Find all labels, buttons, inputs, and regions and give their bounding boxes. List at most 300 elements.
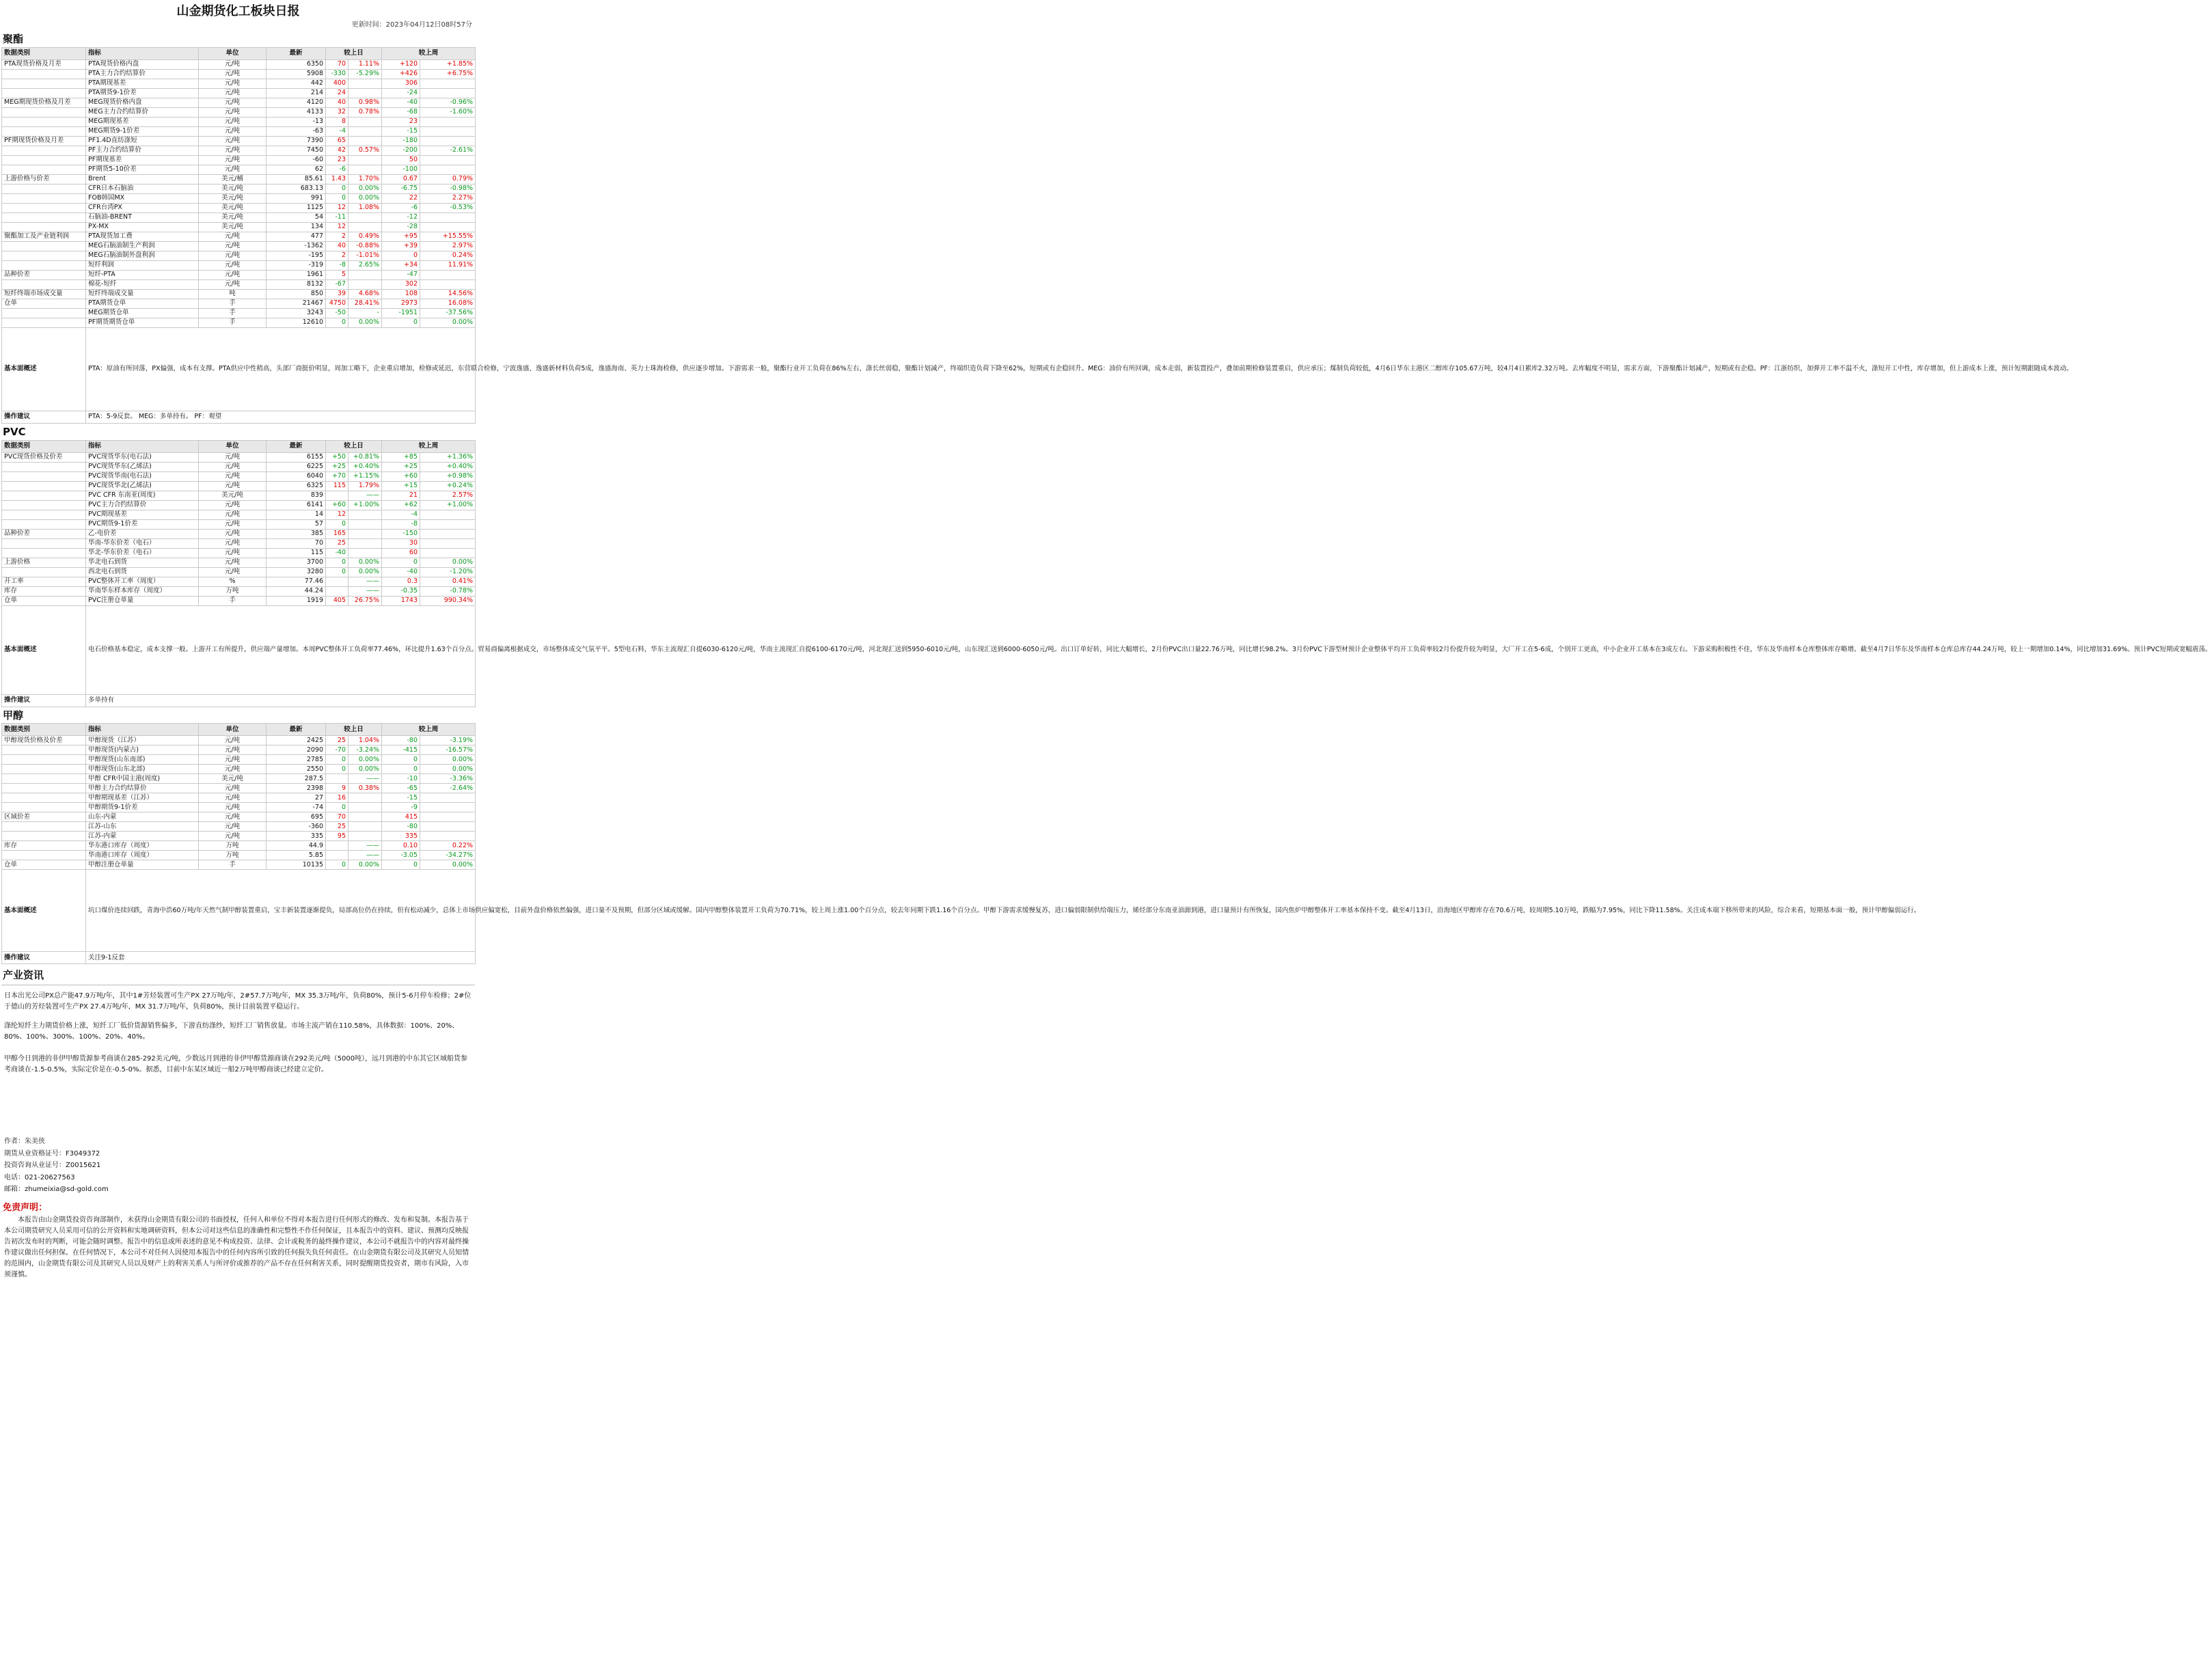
header-latest: 最新 xyxy=(267,47,326,59)
row-category xyxy=(2,260,86,270)
row-day-change-pct: 26.75% xyxy=(349,596,382,605)
row-day-change: -40 xyxy=(326,548,349,558)
table-row xyxy=(2,577,476,586)
row-latest-value: 2785 xyxy=(267,755,326,765)
row-week-change: +25 xyxy=(382,462,420,471)
header-vs-prev-week: 较上周 xyxy=(382,47,476,59)
row-category: 库存 xyxy=(2,586,86,596)
row-week-change-pct xyxy=(420,126,476,136)
row-week-change: -10 xyxy=(382,774,420,784)
row-week-change-pct xyxy=(420,538,476,548)
row-unit: % xyxy=(199,577,267,586)
row-indicator: 短纤-PTA xyxy=(86,270,199,279)
row-day-change-pct xyxy=(349,88,382,98)
row-day-change-pct: +0.40% xyxy=(349,462,382,471)
header-vs-prev-week: 较上周 xyxy=(382,724,476,736)
row-indicator: 华北电石到货 xyxy=(86,558,199,567)
row-day-change: 115 xyxy=(326,481,349,491)
row-week-change: 0 xyxy=(382,755,420,765)
row-unit: 元/吨 xyxy=(199,165,267,174)
table-row xyxy=(2,471,476,481)
row-indicator: 江苏-山东 xyxy=(86,822,199,832)
table-row xyxy=(2,538,476,548)
row-indicator: PF1.4D直纺涤短 xyxy=(86,136,199,146)
row-day-change-pct: 0.98% xyxy=(349,98,382,107)
row-day-change-pct: +1.00% xyxy=(349,500,382,510)
table-row xyxy=(2,736,476,746)
row-latest-value: 8132 xyxy=(267,279,326,289)
row-week-change-pct: -16.57% xyxy=(420,746,476,755)
row-week-change: -15 xyxy=(382,126,420,136)
row-week-change-pct: 2.57% xyxy=(420,491,476,500)
table-row xyxy=(2,308,476,318)
table-row xyxy=(2,596,476,605)
operation-advice-row xyxy=(2,952,476,964)
row-week-change-pct: -2.64% xyxy=(420,784,476,793)
header-indicator: 指标 xyxy=(86,47,199,59)
row-day-change-pct: - xyxy=(349,308,382,318)
row-week-change: 30 xyxy=(382,538,420,548)
row-unit: 元/吨 xyxy=(199,519,267,529)
row-latest-value: -1362 xyxy=(267,241,326,251)
row-week-change: +95 xyxy=(382,232,420,241)
header-unit: 单位 xyxy=(199,440,267,452)
header-category: 数据类别 xyxy=(2,440,86,452)
table-row xyxy=(2,841,476,851)
row-unit: 美元/吨 xyxy=(199,491,267,500)
row-day-change-pct xyxy=(349,279,382,289)
table-row xyxy=(2,822,476,832)
row-indicator: PF主力合约结算价 xyxy=(86,146,199,155)
row-day-change-pct xyxy=(349,812,382,822)
row-day-change-pct: -3.24% xyxy=(349,746,382,755)
row-week-change: +62 xyxy=(382,500,420,510)
row-week-change-pct: 0.22% xyxy=(420,841,476,851)
row-category xyxy=(2,491,86,500)
row-week-change: -15 xyxy=(382,793,420,803)
row-day-change: 24 xyxy=(326,88,349,98)
row-indicator: PF期现基差 xyxy=(86,155,199,165)
row-day-change: 8 xyxy=(326,117,349,126)
basic-overview-row xyxy=(2,327,476,411)
row-week-change-pct: 0.41% xyxy=(420,577,476,586)
row-day-change: -6 xyxy=(326,165,349,174)
row-latest-value: 6155 xyxy=(267,452,326,462)
row-week-change-pct xyxy=(420,822,476,832)
table-row xyxy=(2,59,476,69)
row-latest-value: 21467 xyxy=(267,299,326,308)
basic-overview-text: PTA：原油有所回落，PX偏强，成本有支撑。PTA供应中性稍高，头部厂商挺价明显，周加工略下，企业重启增加，检修或延迟，东营联合检修，宁波逸盛、逸盛新材料负荷5成，逸盛海南、英力士珠海检修，供应逐步增加。下游需求一般，聚酯行业开工负荷在86%左右，涤长丝弱稳，聚酯计划减产，终端织造负荷下降至62%，短期或有企稳回升。MEG：油价有所回调，成本走弱，新装置投产，叠加前期检修装置重启，供应承压；煤制负荷较低，4月6日华东主港区二醇库存105.67万吨，较4月4日累库2.32万吨。去库幅度不明显，需求方面，下游聚酯计划减产，短期或有企稳。PF：江浙纺织，加弹开工率不温不火，涤短开工中性，库存增加，但上游成本上涨，预计短期跟随成本波动。 xyxy=(86,327,476,411)
row-day-change: 1.43 xyxy=(326,174,349,184)
row-week-change: +39 xyxy=(382,241,420,251)
row-day-change-pct: +1.15% xyxy=(349,471,382,481)
row-latest-value: 2425 xyxy=(267,736,326,746)
operation-advice-label: 操作建议 xyxy=(2,952,86,964)
row-day-change-pct xyxy=(349,126,382,136)
row-day-change xyxy=(326,841,349,851)
row-week-change: 22 xyxy=(382,193,420,203)
row-category: 聚酯加工及产业链利润 xyxy=(2,232,86,241)
table-row xyxy=(2,193,476,203)
table-row xyxy=(2,279,476,289)
row-day-change: 42 xyxy=(326,146,349,155)
row-latest-value: 134 xyxy=(267,222,326,232)
row-day-change-pct xyxy=(349,222,382,232)
table-header-row xyxy=(2,47,476,59)
row-day-change: 40 xyxy=(326,241,349,251)
row-week-change-pct: +1.85% xyxy=(420,59,476,69)
row-week-change-pct: -37.56% xyxy=(420,308,476,318)
row-week-change: 0 xyxy=(382,558,420,567)
row-day-change-pct xyxy=(349,213,382,222)
row-latest-value: 7450 xyxy=(267,146,326,155)
row-latest-value: 1919 xyxy=(267,596,326,605)
row-day-change-pct xyxy=(349,529,382,538)
row-day-change: 25 xyxy=(326,538,349,548)
row-indicator: 甲醇现货(山东南部) xyxy=(86,755,199,765)
row-indicator: 西北电石到货 xyxy=(86,567,199,577)
row-week-change: -28 xyxy=(382,222,420,232)
row-day-change: 9 xyxy=(326,784,349,793)
row-latest-value: 6350 xyxy=(267,59,326,69)
row-week-change-pct xyxy=(420,222,476,232)
row-day-change: 0 xyxy=(326,755,349,765)
row-day-change: 25 xyxy=(326,822,349,832)
row-unit: 元/吨 xyxy=(199,812,267,822)
row-week-change-pct xyxy=(420,832,476,841)
row-latest-value: 12610 xyxy=(267,318,326,327)
row-category xyxy=(2,851,86,860)
row-week-change: +34 xyxy=(382,260,420,270)
row-week-change: -150 xyxy=(382,529,420,538)
row-week-change: -8 xyxy=(382,519,420,529)
table-row xyxy=(2,519,476,529)
row-day-change: 0 xyxy=(326,765,349,774)
operation-advice-row xyxy=(2,411,476,423)
table-row xyxy=(2,746,476,755)
row-week-change-pct xyxy=(420,213,476,222)
row-week-change-pct: +0.24% xyxy=(420,481,476,491)
row-category xyxy=(2,822,86,832)
row-week-change: 0.10 xyxy=(382,841,420,851)
row-week-change-pct xyxy=(420,88,476,98)
row-unit: 元/吨 xyxy=(199,755,267,765)
row-category: PVC现货价格及价差 xyxy=(2,452,86,462)
row-day-change-pct xyxy=(349,117,382,126)
row-category: 仓单 xyxy=(2,299,86,308)
row-day-change: 400 xyxy=(326,79,349,88)
row-week-change: -6 xyxy=(382,203,420,213)
row-week-change-pct xyxy=(420,510,476,519)
row-week-change-pct: +15.55% xyxy=(420,232,476,241)
row-unit: 元/吨 xyxy=(199,88,267,98)
table-row xyxy=(2,812,476,822)
row-unit: 元/吨 xyxy=(199,146,267,155)
row-week-change-pct: +0.40% xyxy=(420,462,476,471)
row-indicator: 甲醇现货（江苏） xyxy=(86,736,199,746)
table-row xyxy=(2,529,476,538)
row-week-change-pct: +0.98% xyxy=(420,471,476,481)
row-day-change-pct: 2.65% xyxy=(349,260,382,270)
row-day-change-pct: 1.04% xyxy=(349,736,382,746)
table-row xyxy=(2,241,476,251)
row-latest-value: 2550 xyxy=(267,765,326,774)
row-day-change-pct: 0.78% xyxy=(349,107,382,117)
row-indicator: 江苏-内蒙 xyxy=(86,832,199,841)
row-indicator: PVC主力合约结算价 xyxy=(86,500,199,510)
row-week-change-pct: 14.56% xyxy=(420,289,476,299)
table-row xyxy=(2,146,476,155)
news-spacer xyxy=(1,1085,475,1126)
row-day-change xyxy=(326,851,349,860)
row-day-change-pct: 0.00% xyxy=(349,318,382,327)
row-category xyxy=(2,308,86,318)
row-week-change: 0.67 xyxy=(382,174,420,184)
row-week-change-pct: -0.98% xyxy=(420,184,476,193)
row-category: MEG期现货价格及月差 xyxy=(2,98,86,107)
row-week-change: 0.3 xyxy=(382,577,420,586)
row-unit: 元/吨 xyxy=(199,548,267,558)
table-row xyxy=(2,260,476,270)
table-row xyxy=(2,289,476,299)
row-latest-value: 85.61 xyxy=(267,174,326,184)
row-week-change-pct xyxy=(420,165,476,174)
row-day-change-pct xyxy=(349,519,382,529)
row-week-change: 2973 xyxy=(382,299,420,308)
row-indicator: MEG期现基差 xyxy=(86,117,199,126)
table-row xyxy=(2,69,476,79)
table-row xyxy=(2,165,476,174)
row-latest-value: 4133 xyxy=(267,107,326,117)
basic-overview-row xyxy=(2,605,476,694)
row-day-change: 0 xyxy=(326,803,349,812)
table-row xyxy=(2,126,476,136)
row-unit: 手 xyxy=(199,308,267,318)
row-category xyxy=(2,146,86,155)
header-unit: 单位 xyxy=(199,47,267,59)
row-day-change-pct: 0.38% xyxy=(349,784,382,793)
row-unit: 元/吨 xyxy=(199,538,267,548)
row-week-change-pct: 0.24% xyxy=(420,251,476,260)
row-week-change: 302 xyxy=(382,279,420,289)
row-week-change: 23 xyxy=(382,117,420,126)
row-category xyxy=(2,88,86,98)
table-row xyxy=(2,755,476,765)
row-week-change: 60 xyxy=(382,548,420,558)
header-unit: 单位 xyxy=(199,724,267,736)
row-day-change: -70 xyxy=(326,746,349,755)
header-vs-prev-day: 较上日 xyxy=(326,724,382,736)
table-row xyxy=(2,232,476,241)
row-unit: 元/吨 xyxy=(199,69,267,79)
row-week-change-pct xyxy=(420,793,476,803)
row-indicator: Brent xyxy=(86,174,199,184)
row-category xyxy=(2,241,86,251)
row-latest-value: -195 xyxy=(267,251,326,260)
row-latest-value: 695 xyxy=(267,812,326,822)
row-latest-value: 6325 xyxy=(267,481,326,491)
table-row xyxy=(2,500,476,510)
row-indicator: 甲醇现货(内蒙古) xyxy=(86,746,199,755)
row-latest-value: 44.9 xyxy=(267,841,326,851)
row-week-change: -6.75 xyxy=(382,184,420,193)
table-row xyxy=(2,251,476,260)
row-week-change: -40 xyxy=(382,98,420,107)
row-unit: 元/吨 xyxy=(199,270,267,279)
header-vs-prev-day: 较上日 xyxy=(326,440,382,452)
row-week-change: 335 xyxy=(382,832,420,841)
row-week-change-pct xyxy=(420,279,476,289)
header-category: 数据类别 xyxy=(2,47,86,59)
row-unit: 元/吨 xyxy=(199,232,267,241)
row-indicator: MEG现货价格内盘 xyxy=(86,98,199,107)
row-day-change xyxy=(326,586,349,596)
row-week-change: -415 xyxy=(382,746,420,755)
row-unit: 元/吨 xyxy=(199,784,267,793)
row-day-change: 5 xyxy=(326,270,349,279)
row-week-change: 0 xyxy=(382,251,420,260)
row-latest-value: 1125 xyxy=(267,203,326,213)
row-day-change-pct: 0.00% xyxy=(349,765,382,774)
table-row xyxy=(2,784,476,793)
row-unit: 元/吨 xyxy=(199,117,267,126)
row-category: 上游价格与价差 xyxy=(2,174,86,184)
row-category xyxy=(2,107,86,117)
row-indicator: PVC注册仓单量 xyxy=(86,596,199,605)
row-day-change-pct xyxy=(349,832,382,841)
row-day-change: 70 xyxy=(326,812,349,822)
row-category xyxy=(2,519,86,529)
row-unit: 元/吨 xyxy=(199,822,267,832)
table-row xyxy=(2,98,476,107)
row-week-change: 0 xyxy=(382,860,420,870)
table-row xyxy=(2,222,476,232)
table-row xyxy=(2,851,476,860)
row-day-change: 70 xyxy=(326,59,349,69)
row-latest-value: 57 xyxy=(267,519,326,529)
row-indicator: 华东港口库存（周度） xyxy=(86,841,199,851)
row-week-change: -1951 xyxy=(382,308,420,318)
row-unit: 万吨 xyxy=(199,841,267,851)
row-day-change-pct: 0.00% xyxy=(349,193,382,203)
operation-advice-text: 关注9-1反套 xyxy=(86,952,476,964)
row-unit: 元/吨 xyxy=(199,126,267,136)
row-day-change-pct xyxy=(349,548,382,558)
row-week-change: 415 xyxy=(382,812,420,822)
table-header-row xyxy=(2,724,476,736)
row-week-change-pct: +1.36% xyxy=(420,452,476,462)
table-row xyxy=(2,107,476,117)
row-unit: 元/吨 xyxy=(199,793,267,803)
row-category xyxy=(2,755,86,765)
row-indicator: 甲醇主力合约结算价 xyxy=(86,784,199,793)
row-day-change: -8 xyxy=(326,260,349,270)
row-unit: 元/吨 xyxy=(199,500,267,510)
row-indicator: PVC现货华南(电石法) xyxy=(86,471,199,481)
table-row xyxy=(2,803,476,812)
s2-data-table xyxy=(1,440,2212,707)
row-day-change-pct xyxy=(349,165,382,174)
row-indicator: MEG石脑油制生产利润 xyxy=(86,241,199,251)
row-indicator: PVC现货华东(电石法) xyxy=(86,452,199,462)
row-day-change-pct: 4.68% xyxy=(349,289,382,299)
row-unit: 元/吨 xyxy=(199,462,267,471)
row-latest-value: 7390 xyxy=(267,136,326,146)
row-day-change-pct xyxy=(349,155,382,165)
header-indicator: 指标 xyxy=(86,724,199,736)
row-latest-value: 850 xyxy=(267,289,326,299)
news-paragraph-2: 涤纶短纤主力期货价格上涨，短纤工厂低价货源销售偏多，下游直纺涤纱，短纤工厂销售放量。市场主流产销在110.58%，具体数据：100%、20%、80%、100%、300%、100%、20%、40%。 xyxy=(4,1022,459,1041)
row-category: 短纤终端市场成交量 xyxy=(2,289,86,299)
row-unit: 元/吨 xyxy=(199,251,267,260)
row-latest-value: 683.13 xyxy=(267,184,326,193)
row-unit: 元/吨 xyxy=(199,529,267,538)
row-latest-value: 2398 xyxy=(267,784,326,793)
s3-data-table xyxy=(1,723,1921,964)
row-unit: 元/吨 xyxy=(199,481,267,491)
row-week-change: +60 xyxy=(382,471,420,481)
row-category xyxy=(2,784,86,793)
row-indicator: PF期货期货仓单 xyxy=(86,318,199,327)
row-unit: 元/吨 xyxy=(199,279,267,289)
row-category xyxy=(2,471,86,481)
row-indicator: MEG石脑油制外盘利润 xyxy=(86,251,199,260)
row-latest-value: 335 xyxy=(267,832,326,841)
row-week-change: -0.35 xyxy=(382,586,420,596)
row-indicator: PVC期货9-1价差 xyxy=(86,519,199,529)
row-unit: 元/吨 xyxy=(199,803,267,812)
row-week-change-pct: -1.60% xyxy=(420,107,476,117)
phone: 电话：021-20627563 xyxy=(4,1173,75,1181)
row-unit: 手 xyxy=(199,299,267,308)
row-week-change-pct: +1.00% xyxy=(420,500,476,510)
row-week-change: +120 xyxy=(382,59,420,69)
row-category xyxy=(2,318,86,327)
row-latest-value: 1961 xyxy=(267,270,326,279)
table-header-row xyxy=(2,440,476,452)
row-indicator: 甲醇现货(山东北部) xyxy=(86,765,199,774)
table-row xyxy=(2,299,476,308)
row-latest-value: -13 xyxy=(267,117,326,126)
row-latest-value: -319 xyxy=(267,260,326,270)
row-indicator: 华南港口库存（周度） xyxy=(86,851,199,860)
qualification-number: 期货从业资格证号：F3049372 xyxy=(4,1149,100,1158)
row-day-change: -11 xyxy=(326,213,349,222)
row-week-change: -24 xyxy=(382,88,420,98)
row-day-change-pct: -0.88% xyxy=(349,241,382,251)
row-indicator: FOB韩国MX xyxy=(86,193,199,203)
advisory-number: 投资咨询从业证号：Z0015621 xyxy=(4,1162,101,1169)
row-day-change: +25 xyxy=(326,462,349,471)
row-unit: 元/吨 xyxy=(199,260,267,270)
row-day-change: -330 xyxy=(326,69,349,79)
row-day-change-pct: 1.11% xyxy=(349,59,382,69)
row-category: 开工率 xyxy=(2,577,86,586)
table-row xyxy=(2,318,476,327)
row-week-change: 50 xyxy=(382,155,420,165)
row-latest-value: 115 xyxy=(267,548,326,558)
row-category xyxy=(2,567,86,577)
row-unit: 手 xyxy=(199,860,267,870)
row-indicator: 甲醇期货9-1价差 xyxy=(86,803,199,812)
row-week-change-pct: 0.00% xyxy=(420,765,476,774)
row-day-change xyxy=(326,577,349,586)
row-indicator: 山东-内蒙 xyxy=(86,812,199,822)
row-day-change: 23 xyxy=(326,155,349,165)
row-week-change: -12 xyxy=(382,213,420,222)
row-day-change-pct: 0.00% xyxy=(349,567,382,577)
row-unit: 万吨 xyxy=(199,586,267,596)
